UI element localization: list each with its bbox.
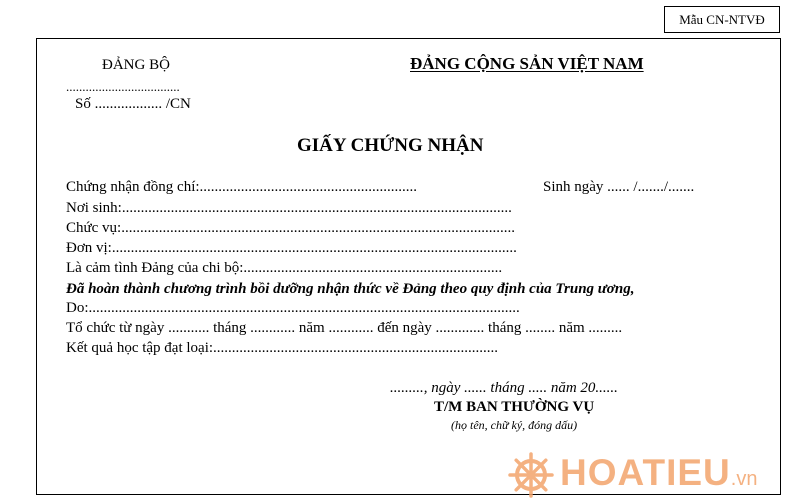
completion-statement: Đã hoàn thành chương trình bồi dưỡng nhận thức về Đảng theo quy định của Trung ương, — [66, 281, 635, 297]
field-result: Kết quả học tập đạt loại:............................................................................ — [66, 340, 499, 356]
field-period: Tổ chức từ ngày ........... tháng ............ năm ............ đến ngày ............. tháng ........ năm ......... — [66, 320, 623, 336]
hoatieu-watermark — [505, 451, 791, 500]
field-unit: Đơn vị:............................................................................................................ — [66, 240, 517, 256]
party-committee-dotline: ................................... — [66, 79, 180, 94]
field-birthplace: Nơi sinh:........................................................................................................ — [66, 200, 512, 216]
watermark-text — [560, 453, 757, 499]
signature-title: T/M BAN THƯỜNG VỤ — [434, 399, 595, 415]
signature-note: (họ tên, chữ ký, đóng dấu) — [451, 418, 578, 432]
ship-wheel-icon — [507, 451, 555, 499]
document-title: GIẤY CHỨNG NHẬN — [297, 135, 484, 156]
watermark-suffix: .vn — [730, 468, 758, 490]
field-position: Chức vụ:......................................................................................................... — [66, 220, 515, 236]
signature-date-line: ........., ngày ...... tháng ..... năm 20...... — [390, 380, 618, 396]
field-birth-date: Sinh ngày ...... /......./....... — [543, 179, 695, 195]
watermark-brand: HOATIEU — [560, 452, 731, 493]
field-party-cell: Là cảm tình Đảng của chi bộ:..................................................................... — [66, 260, 503, 276]
party-committee-label: ĐẢNG BỘ — [102, 57, 170, 73]
form-code-box — [664, 6, 780, 33]
form-code: Mẫu CN-NTVĐ — [679, 12, 765, 27]
document-number: Số .................. /CN — [75, 96, 191, 112]
party-name-heading: ĐẢNG CỘNG SẢN VIỆT NAM — [410, 54, 644, 73]
field-organized-by: Do:................................................................................................................... — [66, 300, 520, 316]
field-comrade: Chứng nhận đồng chí:.......................................................... — [66, 179, 418, 195]
